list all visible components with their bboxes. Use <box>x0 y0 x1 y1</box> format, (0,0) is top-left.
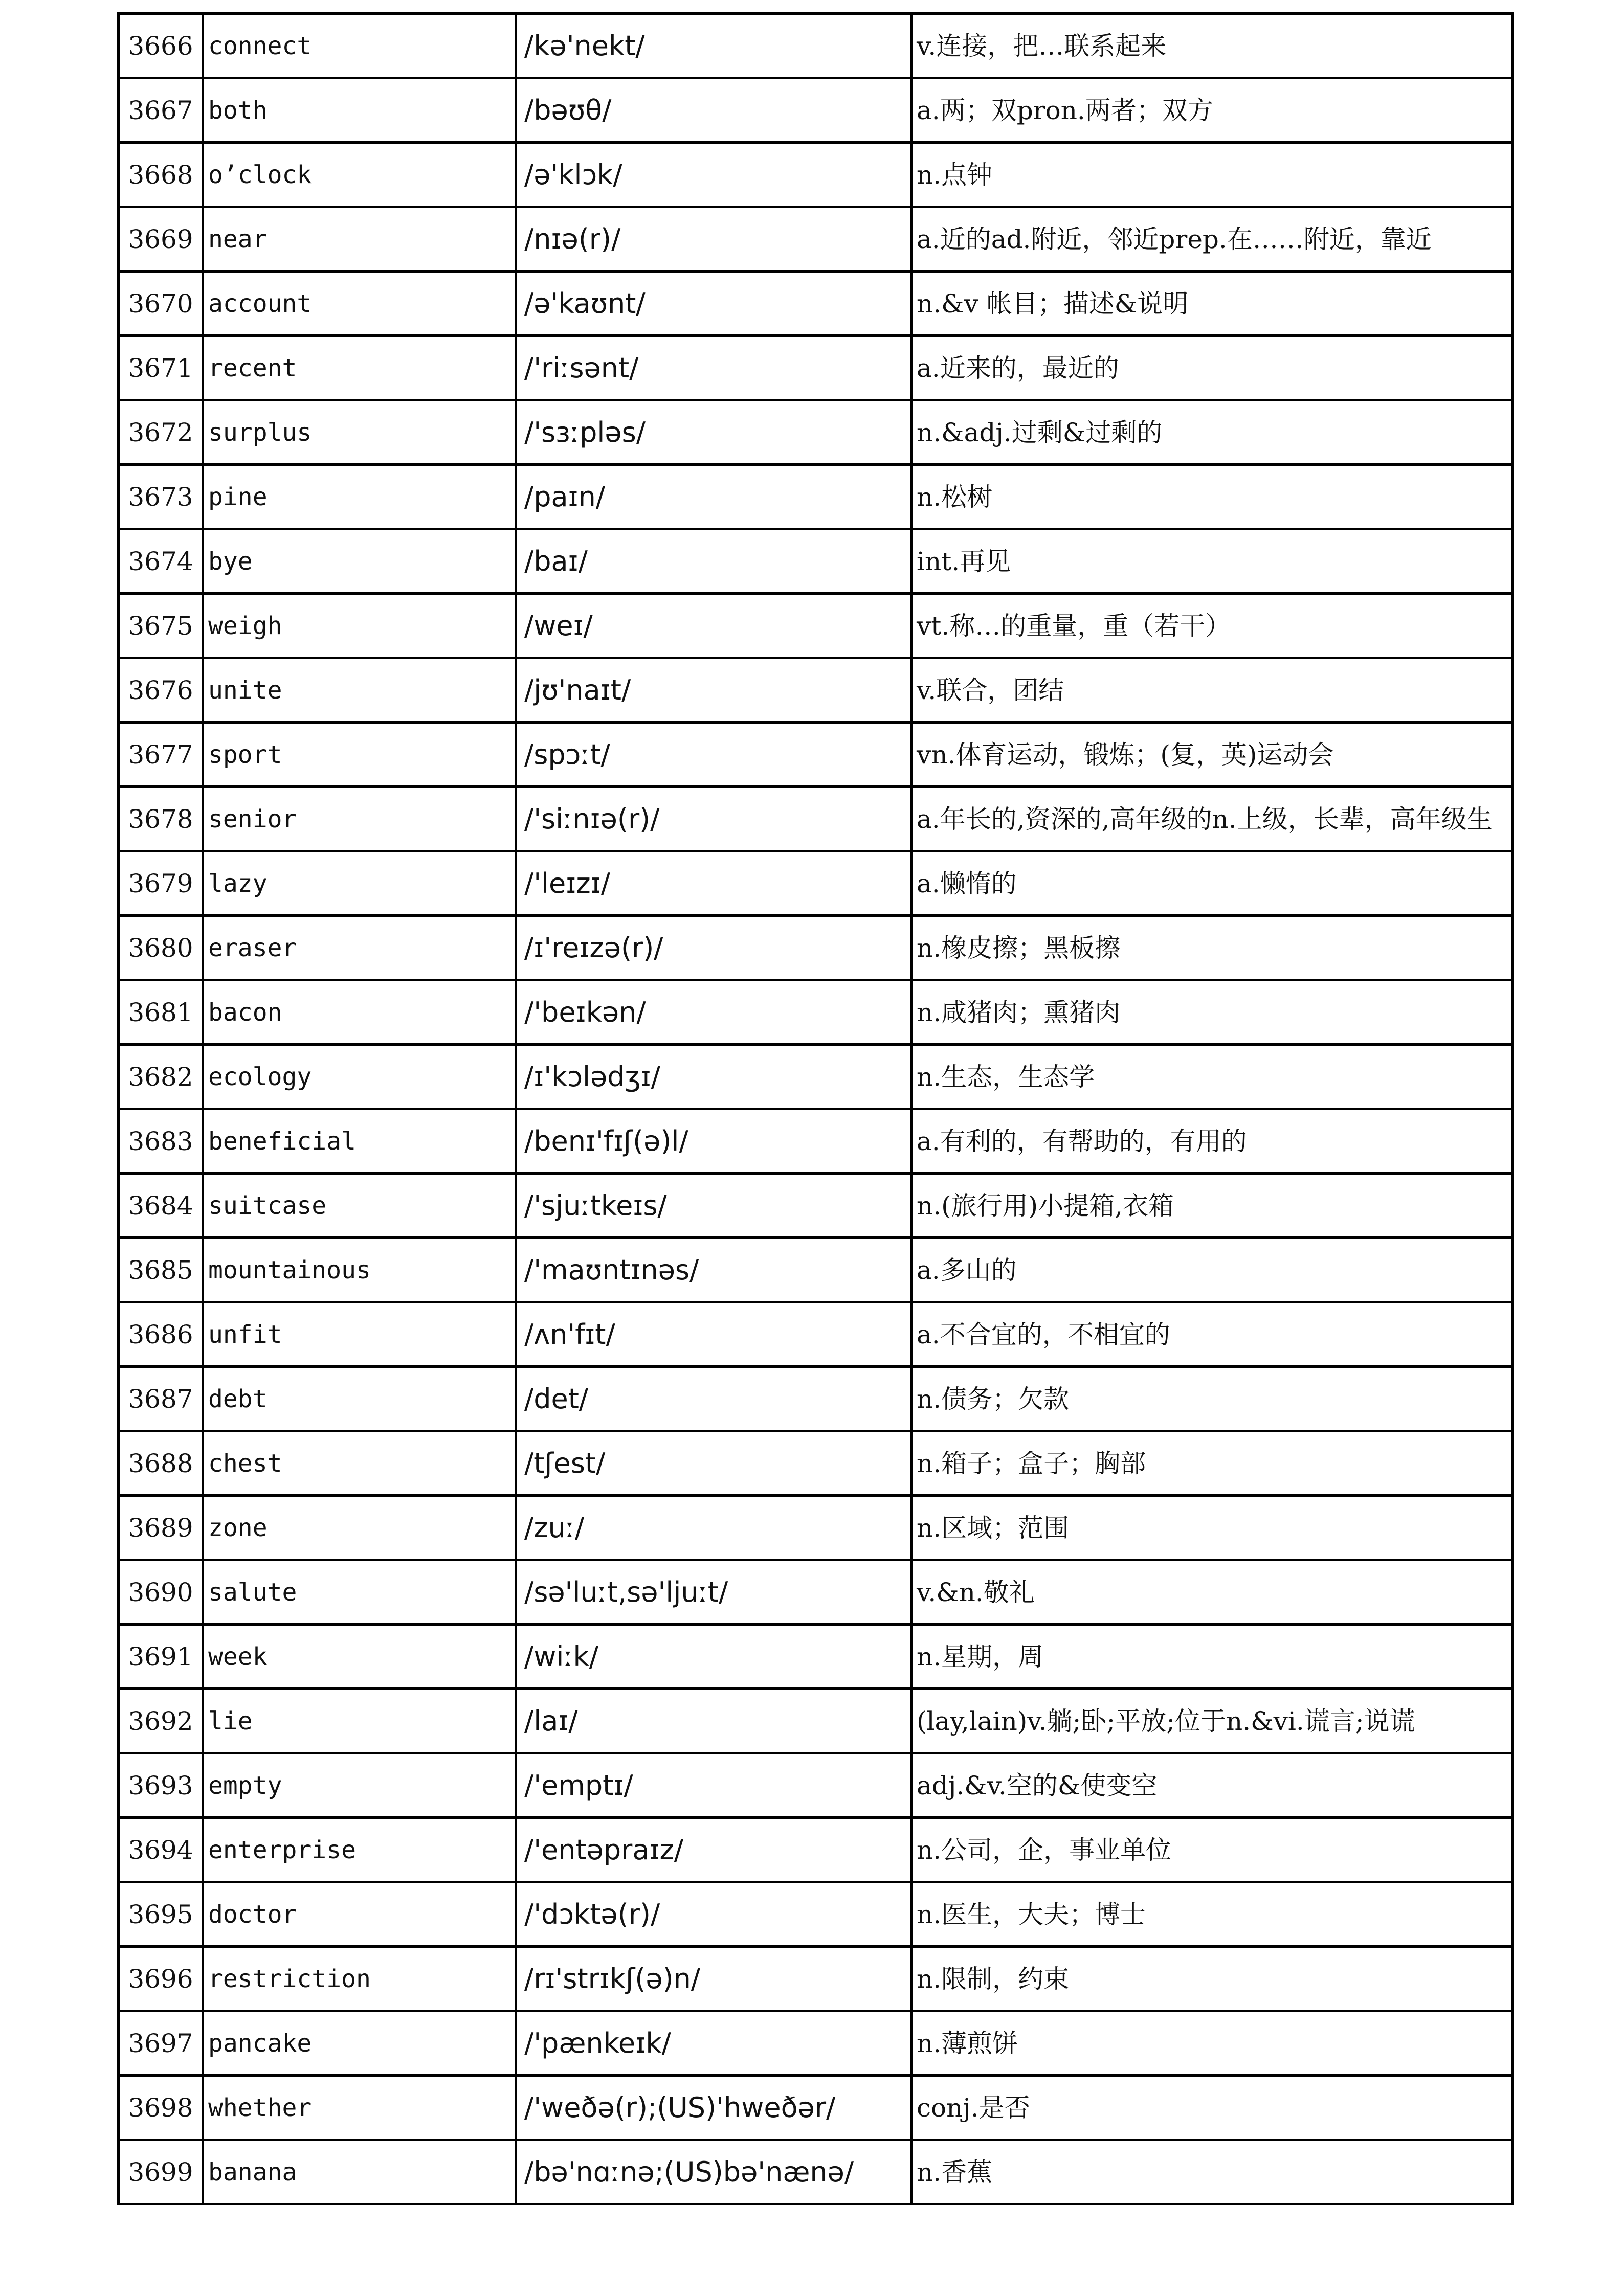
entry-definition: n.&adj.过剩&过剩的 <box>911 400 1512 465</box>
entry-number: 3675 <box>119 594 203 658</box>
entry-phonetic: /bəʊθ/ <box>516 78 911 143</box>
entry-word: account <box>203 272 516 336</box>
entry-word: near <box>203 207 516 272</box>
entry-phonetic: /'maʊntɪnəs/ <box>516 1238 911 1302</box>
entry-definition: n.限制，约束 <box>911 1947 1512 2011</box>
entry-phonetic: /'leɪzɪ/ <box>516 851 911 916</box>
table-row <box>119 1625 1512 1689</box>
entry-definition: n.松树 <box>911 465 1512 529</box>
entry-phonetic: /kə'nekt/ <box>516 14 911 78</box>
entry-word: week <box>203 1625 516 1689</box>
table-row <box>119 1560 1512 1625</box>
entry-phonetic: /sə'luːt,sə'ljuːt/ <box>516 1560 911 1625</box>
entry-definition: n.(旅行用)小提箱,衣箱 <box>911 1174 1512 1238</box>
table-row <box>119 1818 1512 1882</box>
entry-number: 3695 <box>119 1882 203 1947</box>
entry-number: 3670 <box>119 272 203 336</box>
entry-definition: n.&v 帐目；描述&说明 <box>911 272 1512 336</box>
table-row <box>119 723 1512 787</box>
entry-phonetic: /paɪn/ <box>516 465 911 529</box>
entry-word: sport <box>203 723 516 787</box>
entry-number: 3694 <box>119 1818 203 1882</box>
table-row <box>119 1045 1512 1109</box>
entry-phonetic: /'beɪkən/ <box>516 980 911 1045</box>
entry-definition: n.区域；范围 <box>911 1496 1512 1560</box>
table-row <box>119 78 1512 143</box>
table-row <box>119 1947 1512 2011</box>
entry-number: 3692 <box>119 1689 203 1753</box>
entry-number: 3684 <box>119 1174 203 1238</box>
entry-definition: n.点钟 <box>911 143 1512 207</box>
entry-number: 3698 <box>119 2076 203 2140</box>
entry-phonetic: /weɪ/ <box>516 594 911 658</box>
table-row <box>119 1689 1512 1753</box>
entry-definition: conj.是否 <box>911 2076 1512 2140</box>
entry-phonetic: /laɪ/ <box>516 1689 911 1753</box>
entry-phonetic: /bə'nɑːnə;(US)bə'nænə/ <box>516 2140 911 2204</box>
entry-word: connect <box>203 14 516 78</box>
entry-phonetic: /'pænkeɪk/ <box>516 2011 911 2076</box>
entry-definition: n.医生，大夫；博士 <box>911 1882 1512 1947</box>
entry-definition: a.近来的，最近的 <box>911 336 1512 400</box>
table-row <box>119 1238 1512 1302</box>
entry-word: bacon <box>203 980 516 1045</box>
table-row <box>119 658 1512 723</box>
entry-definition: n.橡皮擦；黑板擦 <box>911 916 1512 980</box>
table-row <box>119 207 1512 272</box>
entry-word: unite <box>203 658 516 723</box>
entry-definition: a.有利的，有帮助的，有用的 <box>911 1109 1512 1174</box>
entry-definition: a.年长的,资深的,高年级的n.上级，长辈，高年级生 <box>911 787 1512 851</box>
entry-number: 3676 <box>119 658 203 723</box>
table-row <box>119 1882 1512 1947</box>
entry-definition: n.债务；欠款 <box>911 1367 1512 1431</box>
entry-number: 3687 <box>119 1367 203 1431</box>
entry-definition: a.不合宜的，不相宜的 <box>911 1302 1512 1367</box>
entry-definition: a.懒惰的 <box>911 851 1512 916</box>
entry-word: debt <box>203 1367 516 1431</box>
entry-definition: int.再见 <box>911 529 1512 594</box>
entry-number: 3685 <box>119 1238 203 1302</box>
entry-phonetic: /ə'klɔk/ <box>516 143 911 207</box>
entry-phonetic: /det/ <box>516 1367 911 1431</box>
entry-phonetic: /'sjuːtkeɪs/ <box>516 1174 911 1238</box>
entry-word: ecology <box>203 1045 516 1109</box>
table-row <box>119 1302 1512 1367</box>
entry-definition: a.近的ad.附近，邻近prep.在……附近，靠近 <box>911 207 1512 272</box>
entry-definition: n.箱子；盒子；胸部 <box>911 1431 1512 1496</box>
entry-number: 3696 <box>119 1947 203 2011</box>
table-row <box>119 2076 1512 2140</box>
entry-word: pine <box>203 465 516 529</box>
entry-definition: n.薄煎饼 <box>911 2011 1512 2076</box>
entry-word: senior <box>203 787 516 851</box>
entry-phonetic: /benɪ'fɪʃ(ə)l/ <box>516 1109 911 1174</box>
entry-word: bye <box>203 529 516 594</box>
entry-number: 3691 <box>119 1625 203 1689</box>
entry-word: unfit <box>203 1302 516 1367</box>
entry-number: 3690 <box>119 1560 203 1625</box>
entry-phonetic: /spɔːt/ <box>516 723 911 787</box>
entry-number: 3680 <box>119 916 203 980</box>
entry-phonetic: /baɪ/ <box>516 529 911 594</box>
entry-number: 3674 <box>119 529 203 594</box>
entry-number: 3681 <box>119 980 203 1045</box>
entry-phonetic: /ə'kaʊnt/ <box>516 272 911 336</box>
entry-phonetic: /'dɔktə(r)/ <box>516 1882 911 1947</box>
entry-number: 3669 <box>119 207 203 272</box>
entry-number: 3688 <box>119 1431 203 1496</box>
table-row <box>119 2140 1512 2204</box>
entry-word: whether <box>203 2076 516 2140</box>
entry-word: recent <box>203 336 516 400</box>
entry-phonetic: /ʌn'fɪt/ <box>516 1302 911 1367</box>
table-row <box>119 529 1512 594</box>
entry-word: suitcase <box>203 1174 516 1238</box>
table-row <box>119 2011 1512 2076</box>
entry-phonetic: /'entəpraɪz/ <box>516 1818 911 1882</box>
entry-word: restriction <box>203 1947 516 2011</box>
entry-number: 3686 <box>119 1302 203 1367</box>
vocabulary-table <box>117 12 1514 2205</box>
entry-number: 3679 <box>119 851 203 916</box>
entry-phonetic: /ɪ'kɔlədʒɪ/ <box>516 1045 911 1109</box>
entry-phonetic: /'sɜːpləs/ <box>516 400 911 465</box>
entry-number: 3673 <box>119 465 203 529</box>
entry-word: enterprise <box>203 1818 516 1882</box>
table-row <box>119 400 1512 465</box>
entry-number: 3677 <box>119 723 203 787</box>
vocabulary-table-body <box>119 14 1512 2204</box>
table-row <box>119 787 1512 851</box>
entry-phonetic: /ɪ'reɪzə(r)/ <box>516 916 911 980</box>
entry-phonetic: /'riːsənt/ <box>516 336 911 400</box>
table-row <box>119 1431 1512 1496</box>
entry-word: banana <box>203 2140 516 2204</box>
entry-number: 3697 <box>119 2011 203 2076</box>
entry-phonetic: /'weðə(r);(US)'hweðər/ <box>516 2076 911 2140</box>
entry-number: 3699 <box>119 2140 203 2204</box>
entry-definition: n.咸猪肉；熏猪肉 <box>911 980 1512 1045</box>
table-row <box>119 916 1512 980</box>
entry-number: 3668 <box>119 143 203 207</box>
entry-definition: n.生态，生态学 <box>911 1045 1512 1109</box>
entry-word: chest <box>203 1431 516 1496</box>
table-row <box>119 980 1512 1045</box>
entry-definition: a.多山的 <box>911 1238 1512 1302</box>
entry-definition: adj.&v.空的&使变空 <box>911 1753 1512 1818</box>
table-row <box>119 1753 1512 1818</box>
table-row <box>119 1109 1512 1174</box>
entry-phonetic: /tʃest/ <box>516 1431 911 1496</box>
entry-word: beneficial <box>203 1109 516 1174</box>
table-row <box>119 143 1512 207</box>
table-row <box>119 851 1512 916</box>
entry-number: 3666 <box>119 14 203 78</box>
entry-number: 3689 <box>119 1496 203 1560</box>
entry-word: lazy <box>203 851 516 916</box>
entry-definition: vn.体育运动，锻炼；(复，英)运动会 <box>911 723 1512 787</box>
table-row <box>119 594 1512 658</box>
entry-word: mountainous <box>203 1238 516 1302</box>
entry-definition: v.连接，把…联系起来 <box>911 14 1512 78</box>
entry-definition: v.联合，团结 <box>911 658 1512 723</box>
entry-phonetic: /'emptɪ/ <box>516 1753 911 1818</box>
table-row <box>119 1174 1512 1238</box>
entry-number: 3671 <box>119 336 203 400</box>
entry-number: 3683 <box>119 1109 203 1174</box>
table-row <box>119 1496 1512 1560</box>
entry-definition: n.公司，企，事业单位 <box>911 1818 1512 1882</box>
entry-phonetic: /nɪə(r)/ <box>516 207 911 272</box>
entry-number: 3678 <box>119 787 203 851</box>
entry-phonetic: /rɪ'strɪkʃ(ə)n/ <box>516 1947 911 2011</box>
entry-phonetic: /wiːk/ <box>516 1625 911 1689</box>
entry-word: o’clock <box>203 143 516 207</box>
entry-word: zone <box>203 1496 516 1560</box>
entry-definition: (lay,lain)v.躺;卧;平放;位于n.&vi.谎言;说谎 <box>911 1689 1512 1753</box>
entry-word: salute <box>203 1560 516 1625</box>
entry-number: 3682 <box>119 1045 203 1109</box>
entry-number: 3672 <box>119 400 203 465</box>
table-row <box>119 14 1512 78</box>
entry-definition: v.&n.敬礼 <box>911 1560 1512 1625</box>
entry-word: pancake <box>203 2011 516 2076</box>
entry-phonetic: /'siːnɪə(r)/ <box>516 787 911 851</box>
entry-definition: a.两；双pron.两者；双方 <box>911 78 1512 143</box>
entry-word: doctor <box>203 1882 516 1947</box>
table-row <box>119 336 1512 400</box>
entry-word: weigh <box>203 594 516 658</box>
entry-word: surplus <box>203 400 516 465</box>
table-row <box>119 465 1512 529</box>
entry-word: eraser <box>203 916 516 980</box>
entry-phonetic: /zuː/ <box>516 1496 911 1560</box>
entry-definition: n.香蕉 <box>911 2140 1512 2204</box>
table-row <box>119 1367 1512 1431</box>
entry-word: both <box>203 78 516 143</box>
entry-number: 3693 <box>119 1753 203 1818</box>
entry-word: empty <box>203 1753 516 1818</box>
entry-definition: vt.称…的重量，重（若干） <box>911 594 1512 658</box>
entry-number: 3667 <box>119 78 203 143</box>
entry-phonetic: /jʊ'naɪt/ <box>516 658 911 723</box>
table-row <box>119 272 1512 336</box>
entry-definition: n.星期，周 <box>911 1625 1512 1689</box>
entry-word: lie <box>203 1689 516 1753</box>
